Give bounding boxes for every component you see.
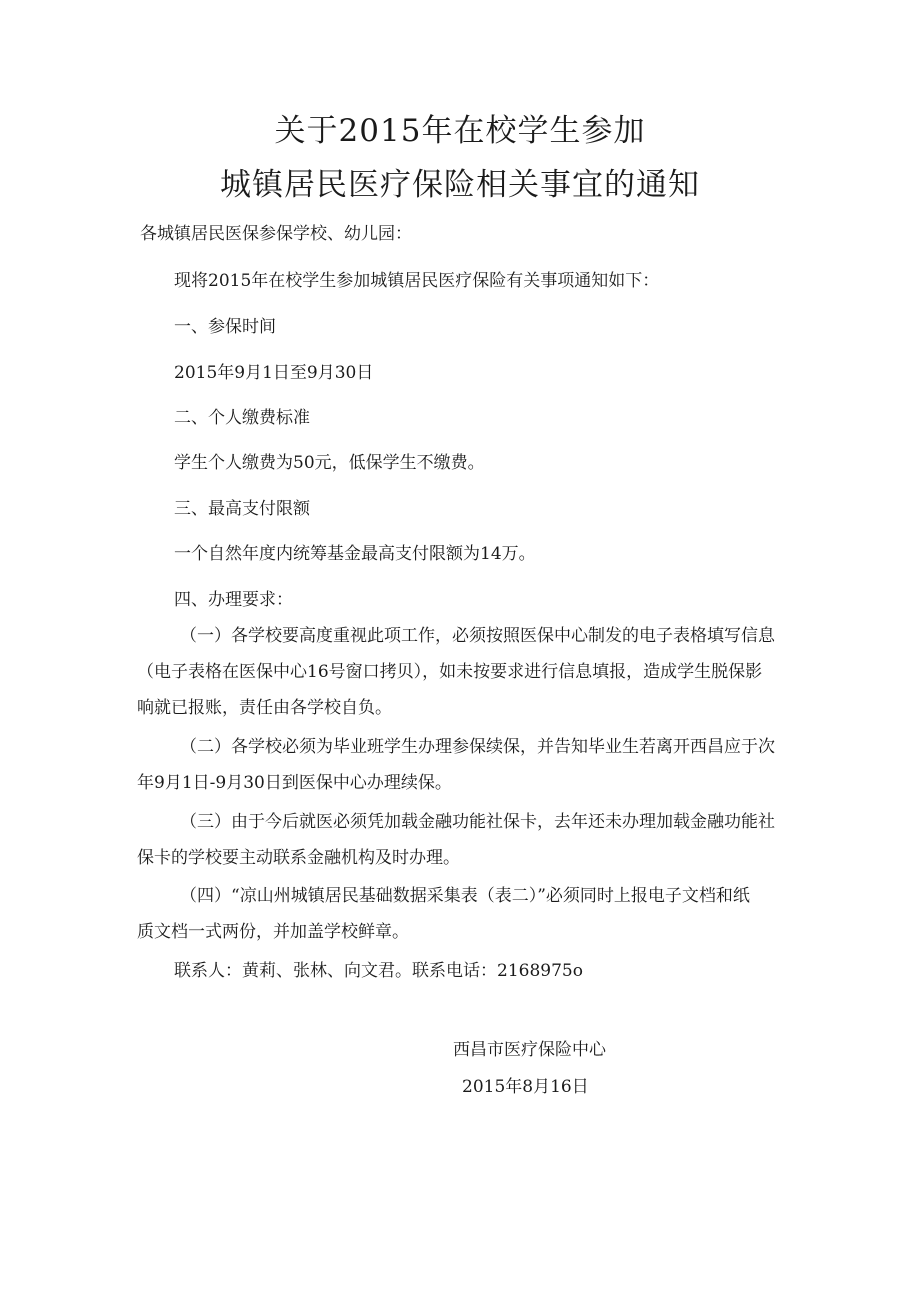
section-2-heading: 二、个人缴费标准: [174, 408, 310, 428]
section-4-heading: 四、办理要求：: [174, 590, 293, 610]
contact-line: 联系人：黄莉、张林、向文君。联系电话：2168975o: [174, 961, 583, 981]
requirement-2-line-2: 年9月1日-9月30日到医保中心办理续保。: [137, 773, 452, 793]
section-3-heading: 三、最高支付限额: [174, 499, 310, 519]
document-title-line-1: 关于2015年在校学生参加: [274, 113, 646, 149]
addressee: 各城镇居民医保参保学校、幼儿园：: [140, 224, 412, 244]
requirement-3-line-1: （三）由于今后就医必须凭加载金融功能社保卡，去年还未办理加载金融功能社: [180, 812, 775, 832]
requirement-1-line-1: （一）各学校要高度重视此项工作，必须按照医保中心制发的电子表格填写信息: [180, 626, 775, 646]
requirement-2-line-1: （二）各学校必须为毕业班学生办理参保续保，并告知毕业生若离开西昌应于次: [180, 737, 775, 757]
section-2-body: 学生个人缴费为50元，低保学生不缴费。: [174, 453, 485, 473]
section-1-heading: 一、参保时间: [174, 317, 276, 337]
requirement-1-line-3: 响就已报账，责任由各学校自负。: [137, 698, 392, 718]
intro-paragraph: 现将2015年在校学生参加城镇居民医疗保险有关事项通知如下：: [174, 271, 660, 291]
requirement-3-line-2: 保卡的学校要主动联系金融机构及时办理。: [137, 848, 460, 868]
requirement-1-line-2: （电子表格在医保中心16号窗口拷贝），如未按要求进行信息填报，造成学生脱保影: [137, 662, 763, 682]
document-title-line-2: 城镇居民医疗保险相关事宜的通知: [220, 167, 700, 203]
section-1-body: 2015年9月1日至9月30日: [174, 363, 374, 383]
section-3-body: 一个自然年度内统筹基金最高支付限额为14万。: [174, 544, 536, 564]
signature-date: 2015年8月16日: [462, 1077, 589, 1097]
requirement-4-line-1: （四）“凉山州城镇居民基础数据采集表（表二）”必须同时上报电子文档和纸: [180, 886, 750, 906]
signature-organization: 西昌市医疗保险中心: [453, 1040, 606, 1060]
requirement-4-line-2: 质文档一式两份，并加盖学校鲜章。: [137, 922, 409, 942]
